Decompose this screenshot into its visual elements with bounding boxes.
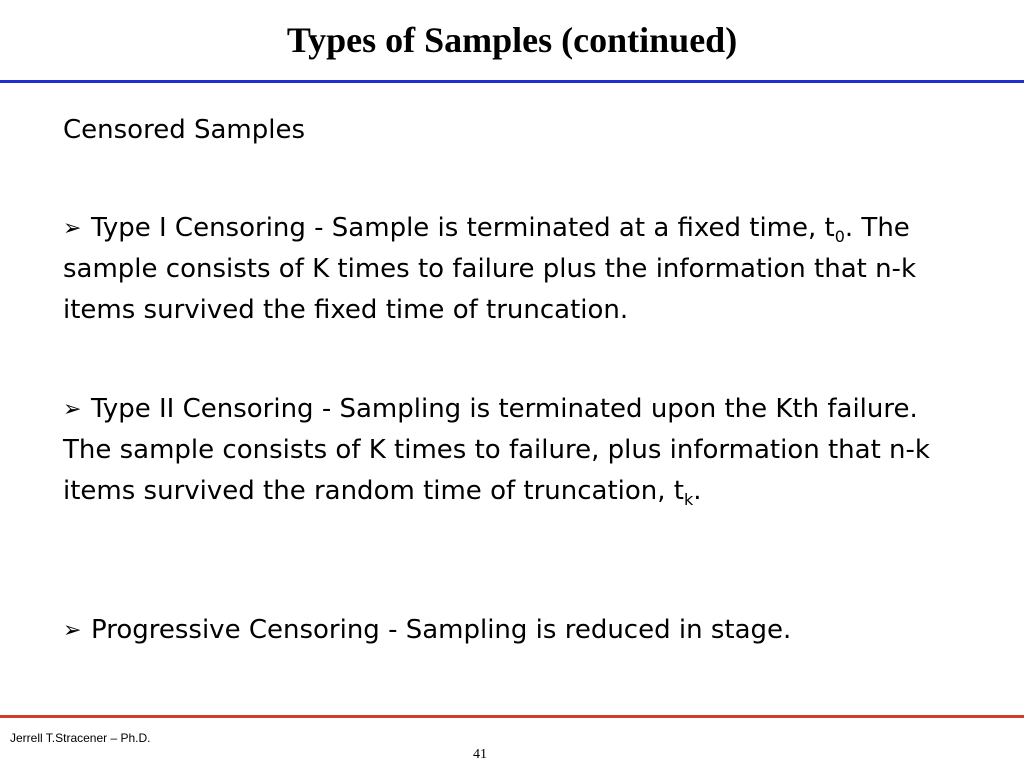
bullet-type-i-censoring [63,208,973,331]
slide-title: Types of Samples (continued) [286,20,738,60]
bullet-text: Type II Censoring - Sampling is terminated upon the Kth failure. The sample consists of K times to failure, plus information that n-k items survived the random time of truncation, t [63,394,930,506]
bullet-type-ii-censoring [63,389,973,512]
arrow-bullet-icon: ➢ [63,618,82,643]
page-number: 41 [473,747,487,762]
bullet-text: Type I Censoring - Sample is terminated at a fixed time, t [91,213,835,243]
arrow-bullet-icon: ➢ [63,216,82,241]
subscript: 0 [834,227,845,246]
bullet-progressive-censoring [63,610,973,651]
footer-divider [0,715,1024,718]
title-divider [0,80,1024,83]
bullet-text-continued: . [693,476,702,506]
footer-author: Jerrell T.Stracener – Ph.D. [10,731,151,745]
bullet-text: Progressive Censoring - Sampling is reduced in stage. [91,615,792,645]
arrow-bullet-icon: ➢ [63,397,82,422]
subscript: k [684,490,694,509]
section-heading: Censored Samples [63,115,305,145]
bullet-text-continued: . The sample consists of K times to failure plus the information that n-k items survived the fixed time of truncation. [63,213,916,325]
